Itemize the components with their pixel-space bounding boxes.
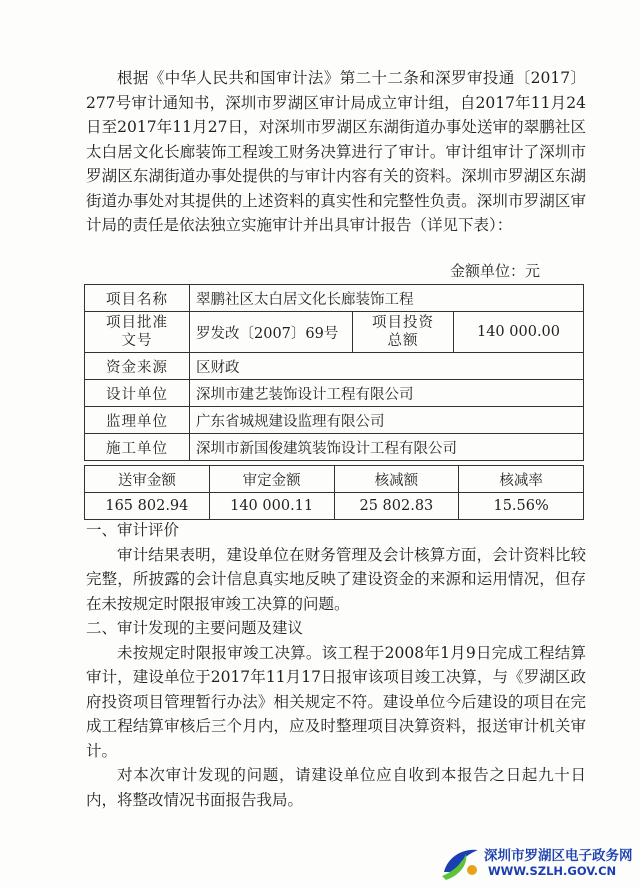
approval-label-line-1: 项目批准: [106, 315, 168, 331]
site-url-text: WWW.SZLH.GOV.CN: [488, 864, 617, 878]
findings-section: [86, 518, 586, 812]
table-row: [85, 407, 584, 434]
investment-label: [353, 312, 454, 353]
intro-section: [86, 66, 586, 238]
reduction-amount-value: 25 802.83: [334, 493, 459, 520]
approval-label-line-2: 文号: [121, 333, 153, 349]
header-submitted-amount: 送审金额: [85, 466, 210, 493]
project-name-label: 项目名称: [85, 285, 190, 312]
reduction-rate-value: 15.56%: [459, 493, 584, 520]
header-reduction-rate: 核减率: [459, 466, 584, 493]
investment-total-value: 140 000.00: [454, 312, 584, 353]
fund-source-value: 区财政: [190, 353, 584, 380]
table-row: [85, 285, 584, 312]
table-row: [85, 312, 584, 353]
supervision-unit-label: 监理单位: [85, 407, 190, 434]
design-unit-value: 深圳市建艺装饰设计工程有限公司: [190, 380, 584, 407]
construction-unit-value: 深圳市新国俊建筑装饰设计工程有限公司: [190, 434, 584, 461]
intro-paragraph: 根据《中华人民共和国审计法》第二十二条和深罗审投通〔2017〕277号审计通知书，深圳市罗湖区审计局成立审计组，自2017年11月24日至2017年11月27日，对深圳市罗湖区东湖街道办事处送审的翠鹏社区太白居文化长廊装饰工程竣工财务决算进行了审计。审计组审计了深圳市罗湖区东湖街道办事处提供的与审计内容有关的资料。深圳市罗湖区东湖街道办事处对其提供的上述资料的真实性和完整性负责。深圳市罗湖区审计局的责任是依法独立实施审计并出具审计报告（详见下表）：: [86, 69, 586, 234]
investment-label-line-2: 总额: [387, 333, 419, 349]
audit-amount-table: [84, 465, 584, 520]
table-row: [85, 434, 584, 461]
fund-source-label: 资金来源: [85, 353, 190, 380]
design-unit-label: 设计单位: [85, 380, 190, 407]
section-2-text-2: 对本次审计发现的问题，请建设单位应自收到本报告之日起九十日内，将整改情况书面报告我局。: [86, 766, 586, 809]
approval-label: [85, 312, 190, 353]
section-1-text: 审计结果表明，建设单位在财务管理及会计核算方面，会计资料比较完整，所披露的会计信息真实地反映了建设资金的来源和运用情况，但存在未按规定时限报审竣工决算的问题。: [86, 545, 586, 613]
table-header-row: [85, 466, 584, 493]
supervision-unit-value: 广东省城规建设监理有限公司: [190, 407, 584, 434]
section-1-heading: 一、审计评价: [86, 521, 180, 539]
construction-unit-label: 施工单位: [85, 434, 190, 461]
table-row: [85, 493, 584, 520]
project-info-table: [84, 284, 584, 461]
approval-no-value: 罗发改〔2007〕69号: [190, 312, 353, 353]
site-watermark: [438, 838, 638, 886]
project-name-value: 翠鹏社区太白居文化长廊装饰工程: [190, 285, 584, 312]
submitted-amount-value: 165 802.94: [85, 493, 210, 520]
header-approved-amount: 审定金额: [209, 466, 334, 493]
approved-amount-value: 140 000.11: [209, 493, 334, 520]
section-2-heading: 二、审计发现的主要问题及建议: [86, 619, 304, 637]
investment-label-line-1: 项目投资: [372, 315, 434, 331]
site-logo-icon: [438, 842, 482, 882]
section-2-text-1: 未按规定时限报审竣工决算。该工程于2008年1月9日完成工程结算审计，建设单位于2017年11月17日报审该项目竣工决算，与《罗湖区政府投资项目管理暂行办法》相关规定不符。建设单位今后建设的项目在完成工程结算审核后三个月内，应及时整理项目决算资料，报送审计机关审计。: [86, 643, 586, 760]
table-row: [85, 380, 584, 407]
amount-unit-label: 金额单位：元: [449, 262, 540, 280]
table-row: [85, 353, 584, 380]
site-name-text: 深圳市罗湖区电子政务网: [484, 848, 633, 864]
header-reduction-amount: 核减额: [334, 466, 459, 493]
